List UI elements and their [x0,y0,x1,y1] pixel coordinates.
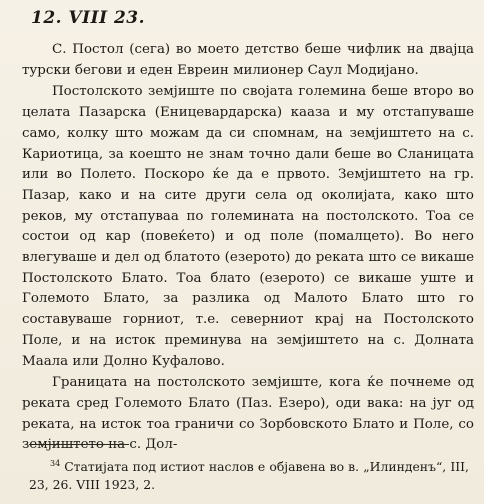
body-text [22,40,474,457]
footnote-number: 34 [50,459,61,468]
paragraph-1: С. Постол (сега) во моето детство беше чифлик на дваjца турски бегови и еден Евреин милионер Саул Модијано. [22,42,474,78]
entry-date-heading: 12. VIII 23. [31,8,146,28]
footnote-text: Статијата под истиот наслов е објавена во в. „Илинденъ“, III, 23, 26. VIII 1923, 2. [29,459,469,493]
paragraph-2: Постолското земјиште по својата големина беше второ во целата Пазарска (Еницевардарска) кааза и му отстапуваше само, колку што можам да си спомнам, на земјиштето на с. Кариотица, за коешто не знам точно дали беше во Сланицата или во Полето. Поскоро ќе да е првото. Земјиштето на гр. Пазар, како и на сите други села од околијата, како што реков, му отстапуваа по големината на постолското. Тоа се состои од кар (повеќето) и од поле (помалцето). Во него влегуваше и дел од блатото (езерото) до реката што се викаше Постолското Блато. Тоа блато (езерото) се викаше уште и Големото Блато, за разлика од Малото Блато што го составуваше горниот, т.е. северниот крај на Постолското Поле, и на исток преминува на земјиштето на с. Долната Маала или Долно Куфалово. [22,84,474,369]
footnote-divider [29,444,129,445]
paragraph-3: Границата на постолското земјиште, кога ќе почнеме од реката сред Големото Блато (Паз. Езеро), оди вака: на југ од реката, на исток тоа граничи со Зорбовското Блато и Поле, со земјиштето на с. Дол- [22,375,474,453]
footnote [29,455,469,494]
